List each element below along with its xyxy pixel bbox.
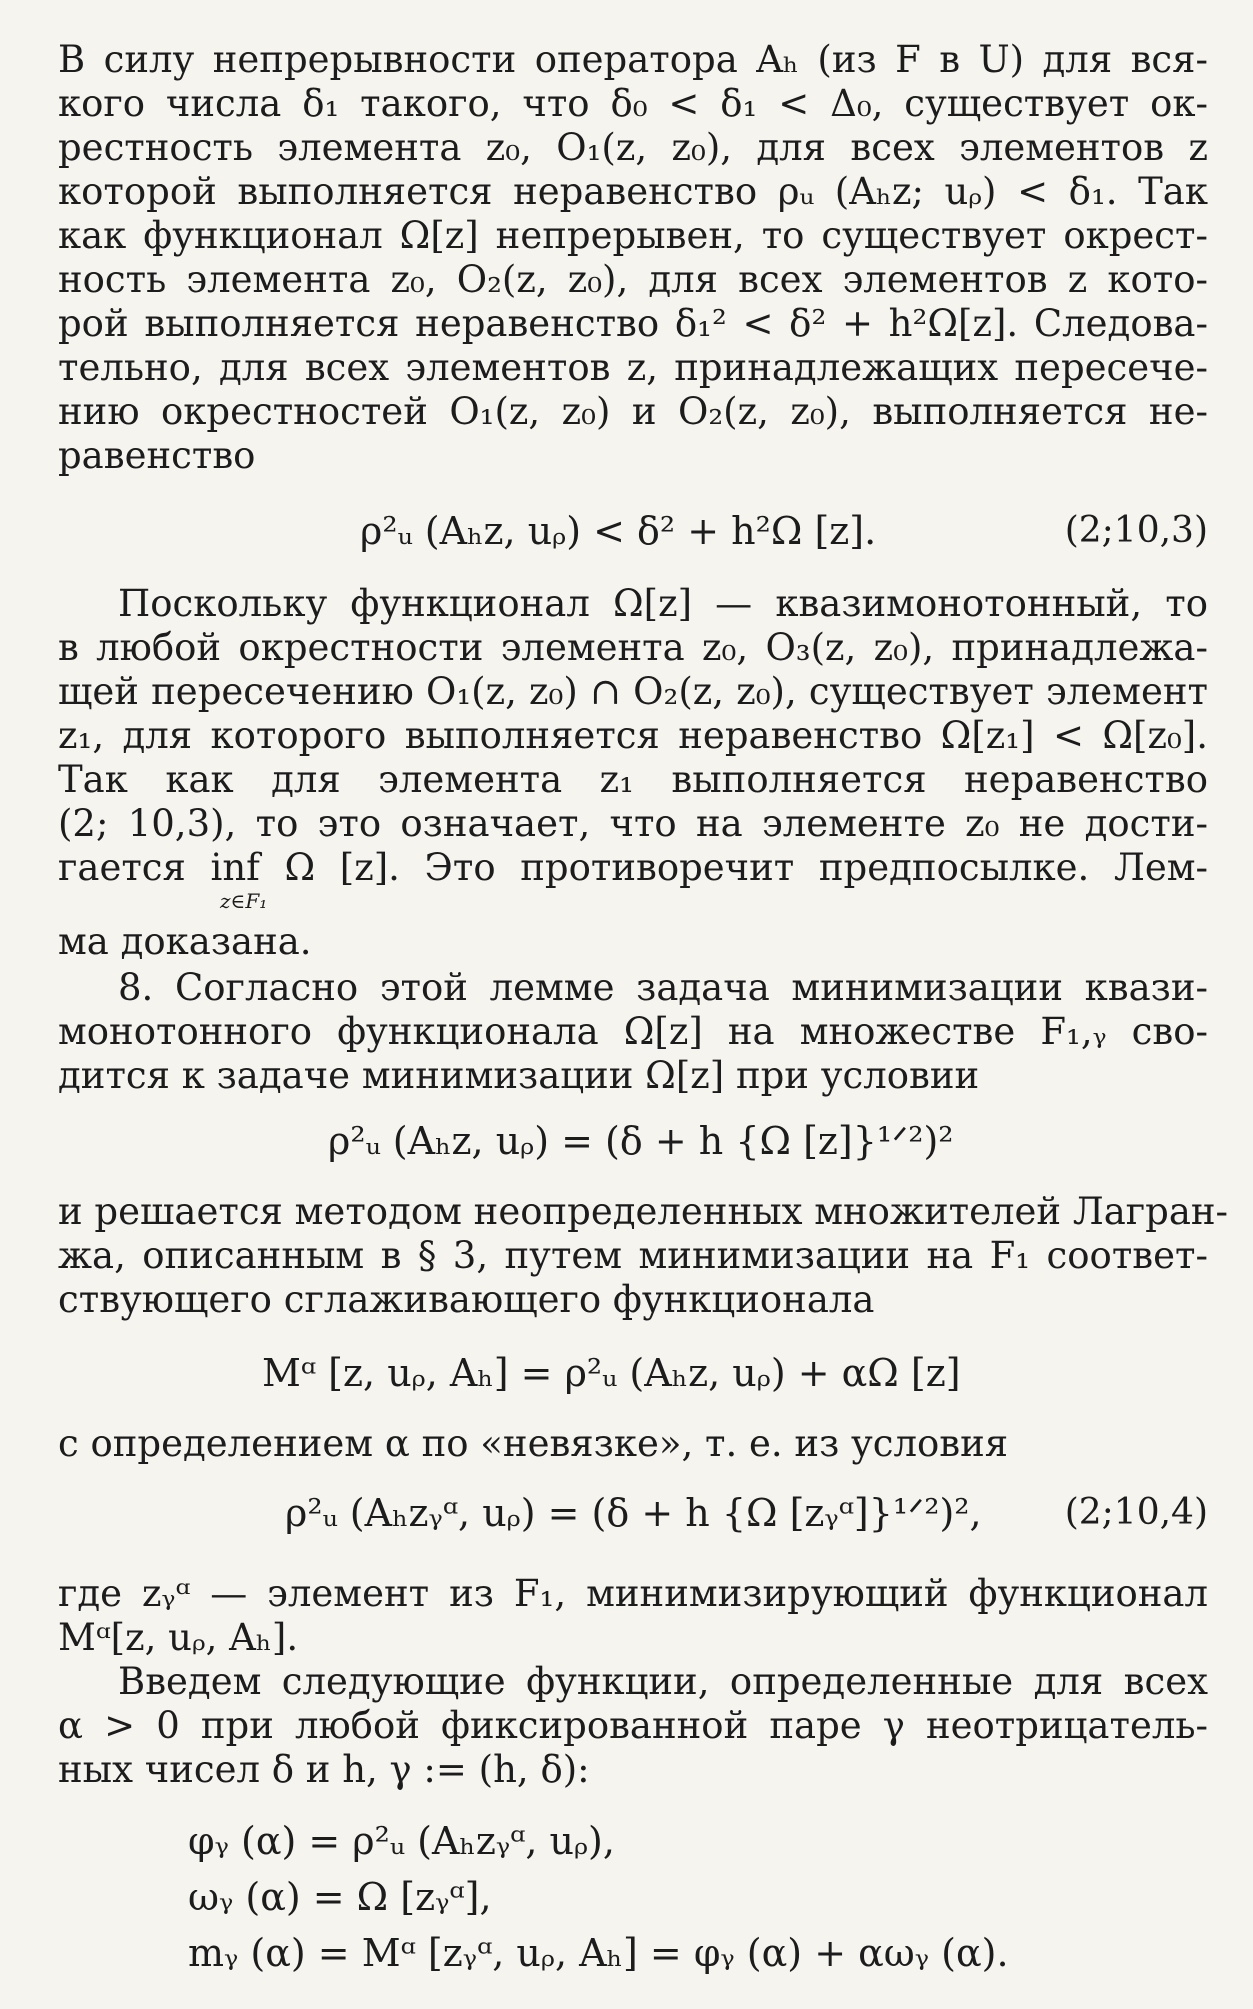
text-line: тельно, для всех элементов z, принадлежащих пересече- <box>58 346 1208 389</box>
text-line: жа, описанным в § 3, путем минимизации на F₁ соответ- <box>58 1234 1208 1277</box>
text-line: (2; 10,3), то это означает, что на элементе z₀ не дости- <box>58 802 1208 845</box>
text-line: ма доказана. <box>58 920 312 963</box>
text-line: гается inf Ω [z]. Это противоречит предпосылке. Лем- <box>58 846 1208 889</box>
definition-phi: φᵧ (α) = ρ²ᵤ (Aₕzᵧᵅ, uᵨ), <box>188 1819 615 1863</box>
definition-m: mᵧ (α) = Mᵅ [zᵧᵅ, uᵨ, Aₕ] = φᵧ (α) + αωᵧ (α). <box>188 1931 1009 1975</box>
text-line: и решается методом неопределенных множителей Лагран- <box>58 1190 1229 1233</box>
text-line: как функционал Ω[z] непрерывен, то существует окрест- <box>58 214 1208 257</box>
text-line: Так как для элемента z₁ выполняется неравенство <box>58 758 1208 801</box>
text-line: которой выполняется неравенство ρᵤ (Aₕz; uᵨ) < δ₁. Так <box>58 170 1208 213</box>
equation-2-10-3: ρ²ᵤ (Aₕz, uᵨ) < δ² + h²Ω [z]. <box>360 509 877 553</box>
text-line: ность элемента z₀, O₂(z, z₀), для всех элементов z кото- <box>58 258 1208 301</box>
equation-number: (2;10,4) <box>1064 1492 1208 1533</box>
text-line: дится к задаче минимизации Ω[z] при условии <box>58 1054 980 1097</box>
text-line: z₁, для которого выполняется неравенство Ω[z₁] < Ω[z₀]. <box>58 714 1208 757</box>
text-line: щей пересечению O₁(z, z₀) ∩ O₂(z, z₀), существует элемент <box>58 670 1208 713</box>
text-line: ствующего сглаживающего функционала <box>58 1278 875 1321</box>
text-line: α > 0 при любой фиксированной паре γ неотрицатель- <box>58 1704 1208 1747</box>
text-line: кого числа δ₁ такого, что δ₀ < δ₁ < Δ₀, существует ок- <box>58 82 1208 125</box>
text-line: нию окрестностей O₁(z, z₀) и O₂(z, z₀), выполняется не- <box>58 390 1208 433</box>
text-line: В силу непрерывности оператора Aₕ (из F в U) для вся- <box>58 38 1208 81</box>
equation-constraint: ρ²ᵤ (Aₕz, uᵨ) = (δ + h {Ω [z]}¹ᐟ²)² <box>328 1119 954 1163</box>
equation-2-10-4: ρ²ᵤ (Aₕzᵧᵅ, uᵨ) = (δ + h {Ω [zᵧᵅ]}¹ᐟ²)², <box>285 1491 982 1535</box>
text-line: Mᵅ[z, uᵨ, Aₕ]. <box>58 1616 299 1659</box>
text-line: Поскольку функционал Ω[z] — квазимонотонный, то <box>118 582 1208 625</box>
text-line: Введем следующие функции, определенные для всех <box>118 1660 1208 1703</box>
text-line: ных чисел δ и h, γ := (h, δ): <box>58 1748 590 1791</box>
definition-omega: ωᵧ (α) = Ω [zᵧᵅ], <box>188 1875 492 1919</box>
text-line: в любой окрестности элемента z₀, O₃(z, z₀), принадлежа- <box>58 626 1208 669</box>
text-line: рой выполняется неравенство δ₁² < δ² + h²Ω[z]. Следова- <box>58 302 1208 345</box>
inf-subscript: z∈F₁ <box>220 889 268 913</box>
text-line: 8. Согласно этой лемме задача минимизации квази- <box>118 966 1208 1009</box>
text-line: равенство <box>58 434 256 477</box>
text-line: с определением α по «невязке», т. е. из условия <box>58 1422 1009 1465</box>
equation-number: (2;10,3) <box>1064 510 1208 551</box>
text-line: рестность элемента z₀, O₁(z, z₀), для всех элементов z <box>58 126 1208 169</box>
equation-smoothing-functional: Mᵅ [z, uᵨ, Aₕ] = ρ²ᵤ (Aₕz, uᵨ) + αΩ [z] <box>262 1351 961 1395</box>
text-line: где zᵧᵅ — элемент из F₁, минимизирующий функционал <box>58 1572 1208 1615</box>
text-line: монотонного функционала Ω[z] на множестве F₁,ᵧ сво- <box>58 1010 1208 1053</box>
